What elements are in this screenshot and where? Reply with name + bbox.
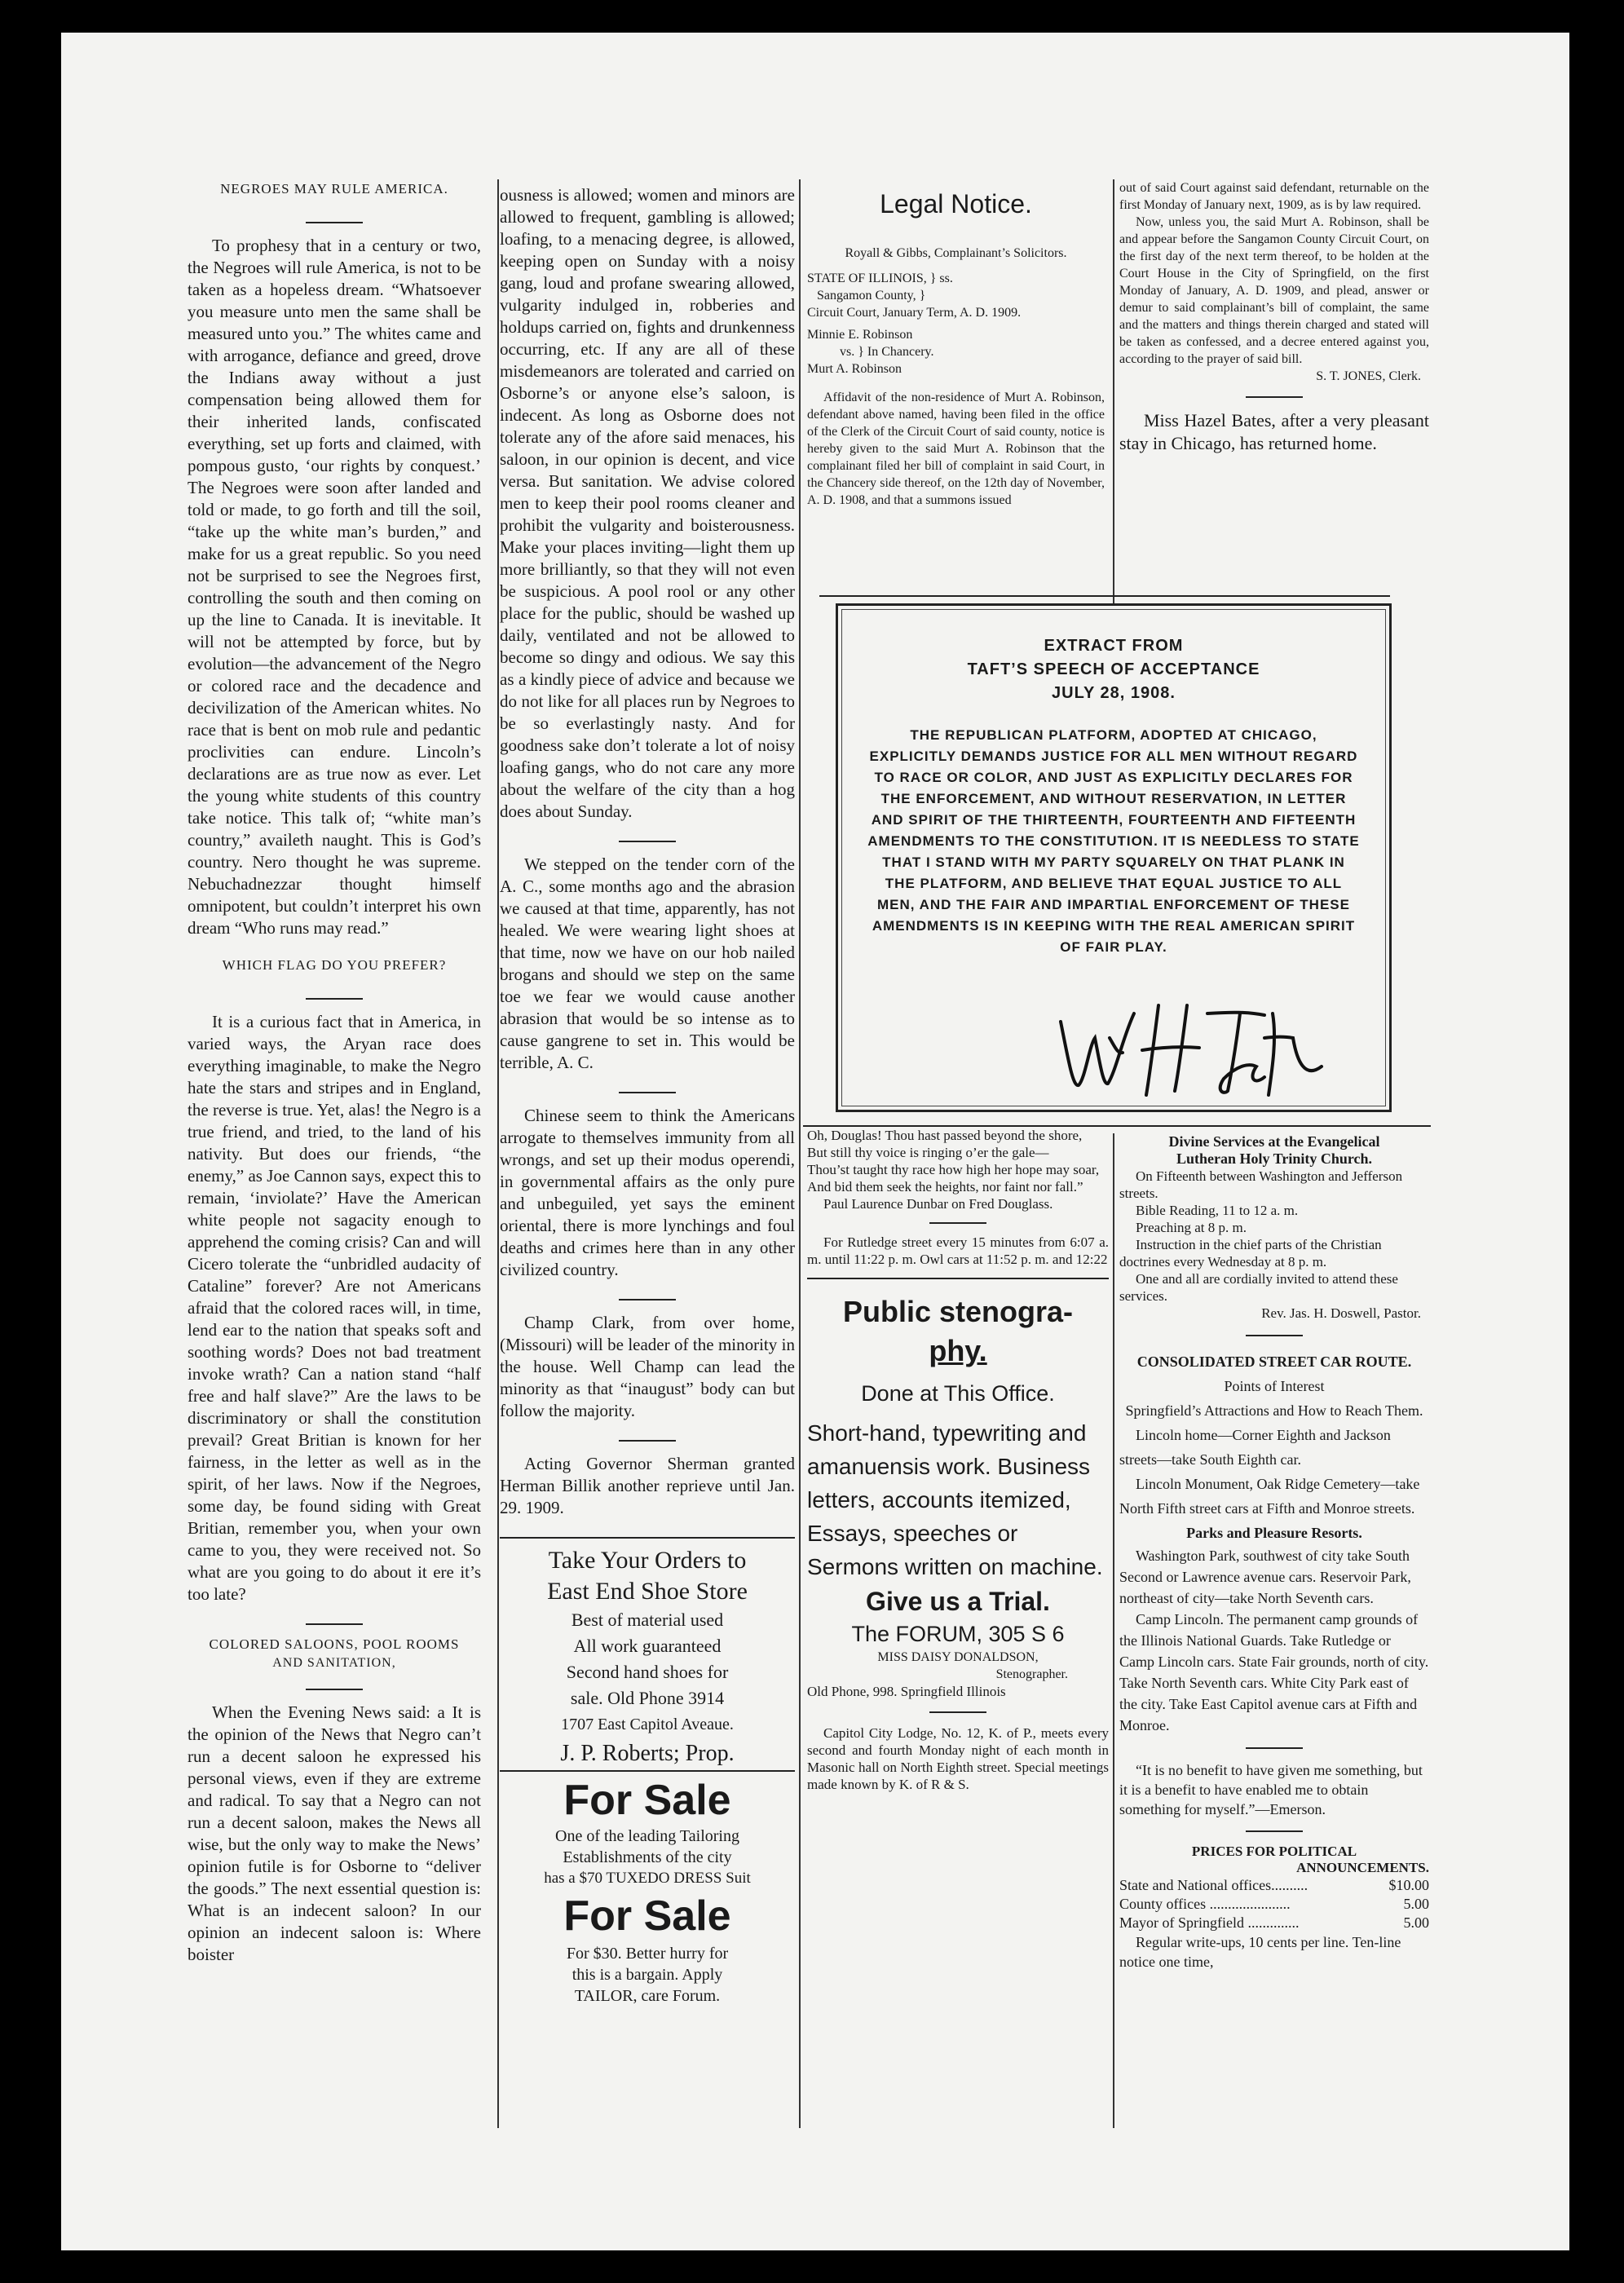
article-saloons-continued: ousness is allowed; women and minors are allowed to frequent, gambling is allowed; loafing, to a menacing degree, is allowed, keeping open on Sunday with a noisy gang, loud and profane swearing allowed, vulgarity indulged in, robberies and holdups carried on, fights and drunkenness occurring, etc. If any are all of these misdemeanors are tolerated and carried on Osborne’s or anyone else’s saloon, is indecent. As long as Osborne does not tolerate any of the afore said menaces, his saloon, in our opinion is decent, and vice versa. But sanitation. We advise colored men to keep their pool rooms cleaner and prohibit the vulgarity and boisterousness. Make your places inviting—light them up more brilliantly, so that they will not even be suspicious. A pool rool or any other place for the public, should be washed up daily, ventilated and not be allowed to become so dingy and odious. We say this as a kindly piece of advice and because we do not like for all places run by Negroes to be so everlastingly nasty. And for goodness sake don’t tolerate a lot of noisy loafing gangs, who do not care any more about the welfare of the city than a hog does about Sunday. — [500, 185, 795, 821]
headline-which-flag: WHICH FLAG DO YOU PREFER? — [222, 957, 447, 973]
poem-attribution: Paul Laurence Dunbar on Fred Douglass. — [823, 1196, 1053, 1212]
taft-extract-inner — [841, 609, 1386, 1106]
stenography-title: Stenographer. — [995, 1667, 1068, 1681]
price-value: 5.00 — [1403, 1896, 1429, 1912]
shoe-ad-line5: Second hand shoes for — [566, 1662, 729, 1682]
legal-notice — [807, 188, 1105, 595]
legal-complainant: Minnie E. Robinson — [807, 328, 913, 342]
price-label: Mayor of Springfield .............. — [1119, 1914, 1300, 1931]
price-value: 5.00 — [1403, 1914, 1429, 1931]
stenography-phone: Old Phone, 998. Springfield Illinois — [807, 1684, 1006, 1699]
taft-speech-text: THE REPUBLICAN PLATFORM, ADOPTED AT CHICAGO, EXPLICITLY DEMANDS JUSTICE FOR ALL MEN WITHOUT REGARD TO RACE OR COLOR, AND JUST AS EXPLICITLY DECLARES FOR THE ENFORCEMENT, AND WITHOUT RESERVATION, IN LETTER AND SPIRIT OF THE THIRTEENTH, FOURTEENTH AND FIFTEENTH AMENDMENTS TO THE CONSTITUTION. IT IS NEEDLESS TO STATE THAT I STAND WITH MY PARTY SQUARELY ON THAT PLANK IN THE PLATFORM, AND BELIEVE THAT EQUAL JUSTICE TO ALL MEN, AND THE FAIR AND IMPARTIAL ENFORCEMENT OF THESE AMENDMENTS IS IN KEEPING WITH THE REAL AMERICAN SPIRIT OF FAIR PLAY. — [867, 727, 1360, 955]
car-route-parks: Washington Park, southwest of city take South Second or Lawrence avenue cars. Reservoir Park, northeast of city—take North Seventh cars. — [1119, 1548, 1411, 1606]
rule-under-legal — [819, 595, 1390, 597]
stenography-heading-2: phy. — [929, 1334, 987, 1367]
prices-heading-2: ANNOUNCEMENTS. — [1296, 1860, 1429, 1875]
shoe-ad-line6: sale. Old Phone 3914 — [570, 1688, 725, 1708]
legal-notice-title: Legal Notice. — [880, 189, 1032, 219]
price-row — [1119, 1914, 1429, 1932]
divider — [306, 1623, 363, 1625]
divider — [306, 1689, 363, 1690]
for-sale-2-line2: this is a bargain. Apply — [571, 1966, 723, 1984]
shoe-ad-proprietor: J. P. Roberts; Prop. — [560, 1741, 735, 1766]
divider — [1246, 1747, 1303, 1749]
poem-line-2: But still thy voice is ringing o’er the gale— — [807, 1145, 1049, 1160]
services-pastor: Rev. Jas. H. Doswell, Pastor. — [1261, 1305, 1421, 1321]
article-negroes-may-rule: To prophesy that in a century or two, the Negroes will rule America, is not to be taken as a hopeless dream. “Whatsoever you measure unto men the same shall be measured unto you.” The whites came and with arrogance, defiance and greed, drove the Indians away without a just compensation being allowed them for their inherited lands, confiscated everything, set up forts and claimed, with pompous gusto, ‘our rights by conquest.’ The Negroes were soon after landed and told or made, to go forth and till the soil, “take up the white man’s burden,” and make for us a great republic. So you need not be surprised to see the Negroes first, controlling the south and then coming on up the line to Canada. It is inevitable. It will not be attempted by force, but by evolution—the advancement of the Negro or colored race and the decadence and decivilization of the American whites. No race that is bent on mob rule and pedantic proclivities can endure. Lincoln’s declarations are as true now as ever. Let the young white students of this country take notice. This talk of; “white man’s country,” availeth naught. This is God’s country. Nero thought he was supreme. Nebuchadnezzar thought himself omnipotent, but couldn’t interpret his own dream “Who runs may read.” — [188, 236, 481, 938]
divider — [306, 998, 363, 1000]
price-row — [1119, 1876, 1429, 1895]
car-route-parks-heading: Parks and Pleasure Resorts. — [1186, 1525, 1362, 1541]
legal-county: Sangamon County, } — [817, 289, 926, 302]
taft-extract-box — [836, 603, 1392, 1112]
stenography-done-here: Done at This Office. — [861, 1381, 1055, 1406]
legal-court-term: Circuit Court, January Term, A. D. 1909. — [807, 306, 1022, 320]
article-chinese: Chinese seem to think the Americans arrogate to themselves immunity from all wrongs, and set up their modus operendi, in governmental affairs as the only pure and unbeguiled, yet says the eminent oriental, there is more lynchings and foul deaths and crimes here than in any other civilized country. — [500, 1106, 795, 1279]
shoe-ad-line7: 1707 East Capitol Aveaue. — [561, 1716, 734, 1733]
emerson-quote: “It is no benefit to have given me something, but it is a benefit to have enabled me to obtain something for myself.”—Emerson. — [1119, 1762, 1423, 1817]
stenography-services: Short-hand, typewriting and amanuensis work. Business letters, accounts itemized, Essays, speeches or Sermons written on machine. — [807, 1420, 1103, 1579]
services-bible: Bible Reading, 11 to 12 a. m. — [1136, 1203, 1299, 1218]
poem-line-3: Thou’st taught thy race how high her hope may soar, — [807, 1162, 1100, 1177]
taft-heading-2: TAFT’S SPEECH OF ACCEPTANCE — [967, 660, 1260, 678]
services-invitation: One and all are cordially invited to attend these services. — [1119, 1271, 1398, 1304]
legal-clerk-signature: S. T. JONES, Clerk. — [1316, 369, 1421, 383]
divider — [619, 841, 676, 842]
poem-line-1: Oh, Douglas! Thou hast passed beyond the shore, — [807, 1128, 1083, 1143]
column-rule-1 — [497, 179, 499, 2128]
divider — [1246, 1830, 1303, 1832]
car-route-subheading: Springfield’s Attractions and How to Reach Them. — [1125, 1402, 1423, 1419]
car-route-lincoln-monument: Lincoln Monument, Oak Ridge Cemetery—take North Fifth street cars at Fifth and Monroe streets. — [1119, 1476, 1420, 1517]
legal-notice-continued — [1119, 179, 1429, 595]
shoe-ad-line2: East End Shoe Store — [547, 1578, 748, 1605]
for-sale-ad-2 — [500, 1889, 795, 2007]
article-which-flag: It is a curious fact that in America, in varied ways, the Aryan race does everything imaginable, to make the Negro hate the stars and stripes and in England, the reverse is true. Yet, alas! the Negro is a true friend, and tried, to the land of his nativity. But does our friends, “the enemy,” as Joe Cannon says, expect this to remain, ‘inviolate?’ Have the American white people not sagacity enough to apprehend the coming crisis? Can and will Cicero tolerate the “unbridled audacity of Cataline” forever? Are not Americans afraid that the colored races will, in time, lend ear to the nation that speaks soft and soothing words? Does not bad treatment invoke wrath? Can a nation stand “half free and half slave?” Are the laws to be discriminatory or shall the constitution prevail? Great Britian is known for her fairness, in the letter as well as in the spirit, of her laws. Now if the Negroes, some day, be found siding with Great Britian, remember you, when your own came to you, they were received not. So what are you going to do about it ere it’s too late? — [188, 1012, 481, 1604]
article-tender-corn: We stepped on the tender corn of the A. C., some months ago and the abrasion we caused at that time, apparently, has not healed. We were wearing light shoes at that time, now we have on our hob nailed brogans and should we step on the same toe we fear we would cause another abrasion that would be so intense as to cause gangrene to set in. This would be terrible, A. C. — [500, 854, 795, 1072]
legal-versus: vs. } In Chancery. — [840, 345, 934, 359]
headline-colored-saloons-sub: AND SANITATION, — [272, 1656, 396, 1670]
price-label: State and National offices.......... — [1119, 1877, 1308, 1893]
stenography-address: The FORUM, 305 S 6 — [851, 1622, 1065, 1646]
column-4-lower — [1119, 1133, 1429, 2136]
car-route-lincoln-home: Lincoln home—Corner Eighth and Jackson streets—take South Eighth car. — [1119, 1427, 1391, 1468]
services-heading-1: Divine Services at the Evangelical — [1168, 1133, 1380, 1150]
column-3-lower — [807, 1127, 1109, 2138]
headline-negroes-may-rule: NEGROES MAY RULE AMERICA. — [220, 181, 448, 197]
shoe-ad-line1: Take Your Orders to — [548, 1547, 747, 1574]
legal-affidavit: Affidavit of the non-residence of Murt A. Robinson, defendant above named, having been filed in the office of the Clerk of the Circuit Court of said county, notice is hereby given to the said Murt A. Robinson that the complainant filed her bill of complaint in said Court, in the Chancery side thereof, on the 12th day of November, A. D. 1908, and that a summons issued — [807, 391, 1105, 507]
for-sale-ad-1 — [500, 1770, 795, 1889]
shoe-ad-line4: All work guaranteed — [573, 1636, 722, 1656]
shoe-store-ad — [500, 1537, 795, 1770]
poem-line-4: And bid them seek the heights, nor faint nor fall.” — [807, 1179, 1083, 1194]
item-hazel-bates: Miss Hazel Bates, after a very pleasant stay in Chicago, has returned home. — [1119, 410, 1429, 453]
divider — [306, 222, 363, 223]
rutledge-schedule: For Rutledge street every 15 minutes from 6:07 a. m. until 11:22 p. m. Owl cars at 11:52 p. m. and 12:22 — [807, 1234, 1109, 1267]
shoe-ad-line3: Best of material used — [571, 1610, 724, 1630]
column-rule-4 — [1113, 1133, 1114, 2128]
car-route-points: Points of Interest — [1224, 1378, 1325, 1394]
column-2 — [500, 184, 795, 2239]
divider — [619, 1299, 676, 1300]
divider — [619, 1092, 676, 1093]
for-sale-1-line2: Establishments of the city — [563, 1848, 732, 1866]
column-rule-3 — [1113, 179, 1114, 603]
regular-write-ups: Regular write-ups, 10 cents per line. Ten-line notice one time, — [1119, 1934, 1401, 1970]
prices-heading-1: PRICES FOR POLITICAL — [1191, 1844, 1357, 1859]
column-1 — [188, 181, 481, 2236]
article-colored-saloons: When the Evening News said: a It is the opinion of the News that Negro can’t run a decent saloon he expressed his personal views, even if they are extreme and radical. To say that a Negro can not run a decent saloon, makes the News all wise, but the only way to make the News’ opinion futile is for Osborne to “deliver the goods.” The next essential question is: What is an indecent saloon? In our opinion an indecent saloon is: Where boister — [188, 1702, 481, 1964]
services-heading-2: Lutheran Holy Trinity Church. — [1176, 1150, 1373, 1167]
legal-solicitors: Royall & Gibbs, Complainant’s Solicitors. — [845, 246, 1067, 260]
for-sale-2-line1: For $30. Better hurry for — [566, 1945, 729, 1963]
divider — [929, 1711, 986, 1713]
for-sale-2-line3: TAILOR, care Forum. — [574, 1987, 721, 2005]
divider — [1246, 1335, 1303, 1336]
legal-returnable: out of said Court against said defendant, returnable on the first Monday of January next, 1909, as is by law required. — [1119, 181, 1429, 212]
for-sale-1-line3: has a $70 TUXEDO DRESS Suit — [544, 1870, 751, 1887]
for-sale-heading-1: For Sale — [563, 1777, 731, 1824]
services-instruction: Instruction in the chief parts of the Christian doctrines every Wednesday at 8 p. m. — [1119, 1237, 1382, 1270]
legal-defendant: Murt A. Robinson — [807, 362, 902, 376]
price-label: County offices ...................... — [1119, 1896, 1291, 1912]
legal-unless: Now, unless you, the said Murt A. Robinson, shall be and appear before the Sangamon County Circuit Court, on the first day of the next term thereof, to be holden at the Court House in the City of Springfield, on the first Monday of January, A. D. 1909, and plead, answer or demur to said complainant’s bill of complaint, the same and the matters and things therein charged and stated will be taken as confessed, and a decree entered against you, according to the prayer of said bill. — [1119, 215, 1429, 366]
for-sale-1-line1: One of the leading Tailoring — [555, 1827, 739, 1845]
column-rule-2 — [799, 179, 801, 2128]
divider — [1246, 396, 1303, 398]
for-sale-heading-2: For Sale — [563, 1892, 731, 1940]
price-value: $10.00 — [1388, 1877, 1429, 1893]
services-preaching: Preaching at 8 p. m. — [1136, 1220, 1247, 1235]
taft-signature-image — [865, 989, 1364, 1103]
stenography-ad — [807, 1278, 1109, 1700]
services-location: On Fifteenth between Washington and Jefferson streets. — [1119, 1168, 1403, 1201]
taft-heading-3: JULY 28, 1908. — [1052, 684, 1176, 702]
stenography-give-trial: Give us a Trial. — [866, 1587, 1050, 1616]
taft-heading-1: EXTRACT FROM — [1044, 637, 1184, 655]
price-row — [1119, 1895, 1429, 1914]
legal-state: STATE OF ILLINOIS, } ss. — [807, 272, 953, 285]
car-route-heading: CONSOLIDATED STREET CAR ROUTE. — [1136, 1353, 1412, 1370]
lodge-notice: Capitol City Lodge, No. 12, K. of P., meets every second and fourth Monday night of each month in Masonic hall on North Eighth street. Special meetings made known by K. of R & S. — [807, 1725, 1109, 1792]
article-sherman: Acting Governor Sherman granted Herman Billik another reprieve until Jan. 29. 1909. — [500, 1454, 795, 1517]
car-route-camp-lincoln: Camp Lincoln. The permanent camp grounds of the Illinois National Guards. Take Rutledge or Camp Lincoln cars. State Fair grounds, north of city. Take North Seventh cars. White City Park east of the city. Take East Capitol avenue cars at Fifth and Monroe. — [1119, 1611, 1429, 1733]
divider — [929, 1222, 986, 1224]
taft-signature — [865, 989, 1362, 1103]
article-champ-clark: Champ Clark, from over home, (Missouri) will be leader of the minority in the house. Well Champ can lead the minority as that “inaugust” body can but follow the majority. — [500, 1313, 795, 1420]
stenography-name: MISS DAISY DONALDSON, — [877, 1650, 1039, 1664]
divider — [619, 1440, 676, 1442]
headline-colored-saloons: COLORED SALOONS, POOL ROOMS — [209, 1636, 460, 1652]
stenography-heading-1: Public stenogra- — [842, 1295, 1074, 1328]
newspaper-page — [61, 33, 1569, 2250]
